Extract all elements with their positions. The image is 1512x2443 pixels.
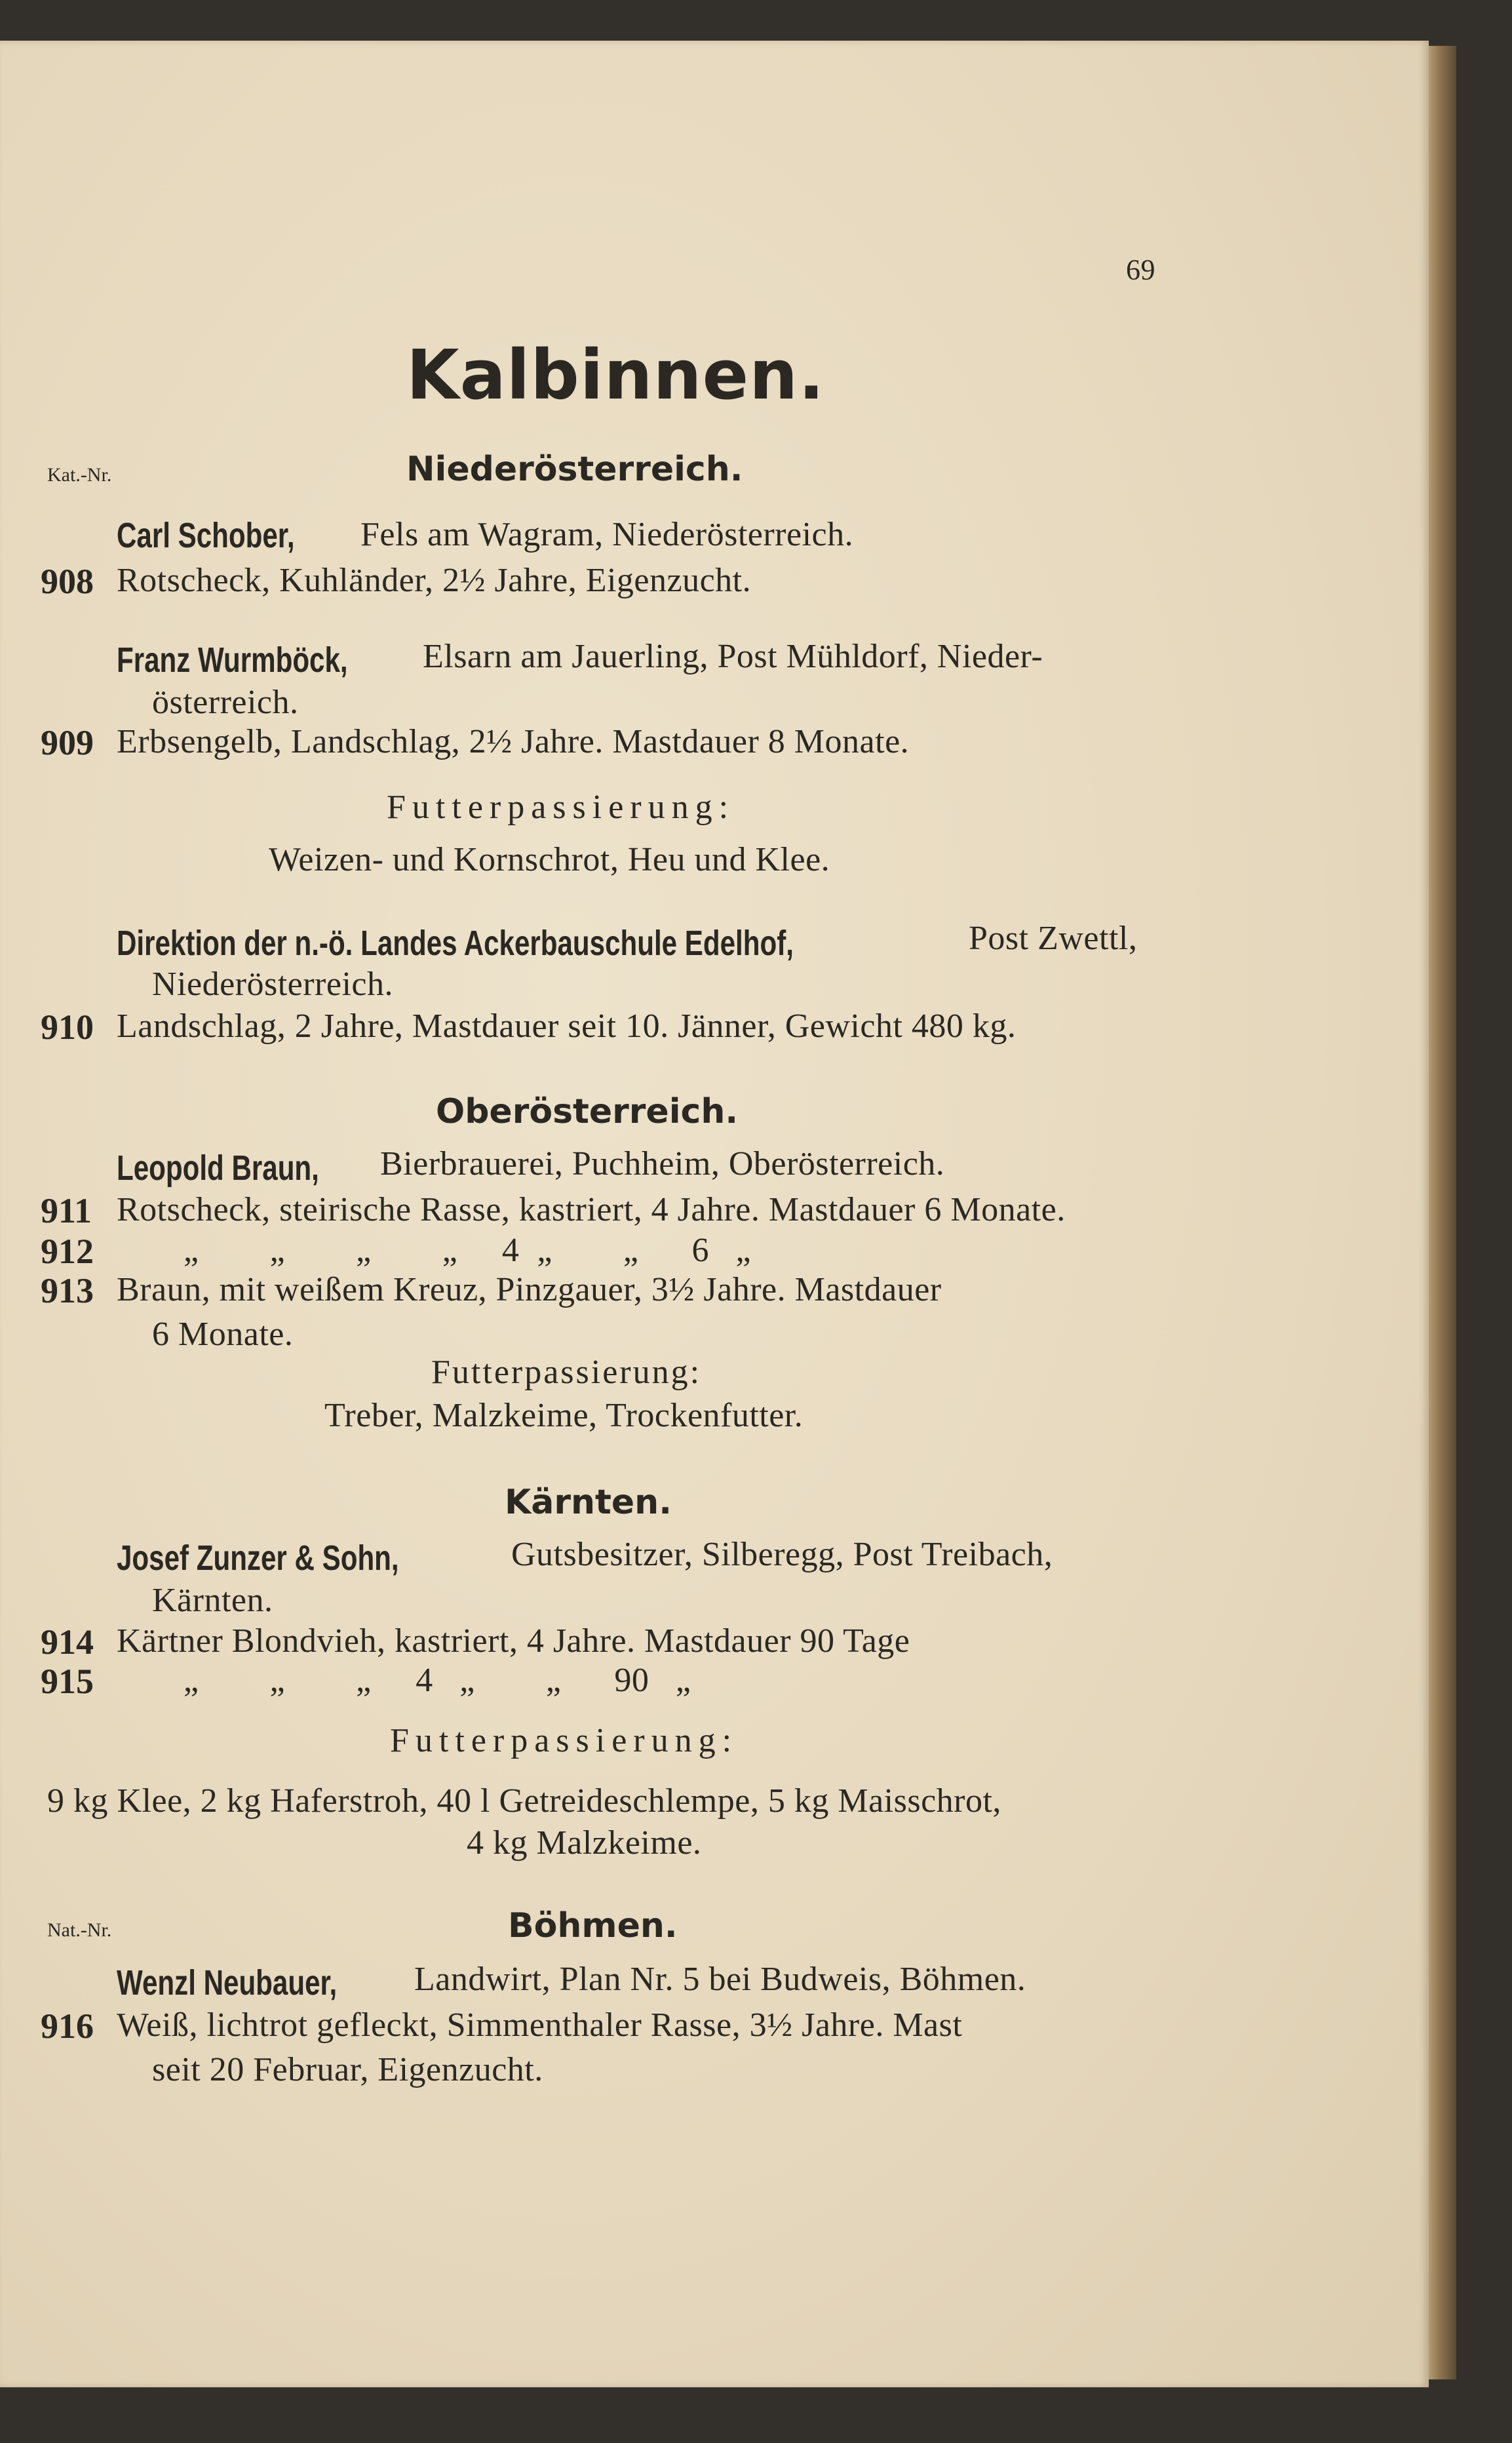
entry-ditto-text: „ „ „ 4 „ „ 90 „ [184,1662,691,1699]
nat-label: Nat.-Nr. [47,1919,112,1941]
page-edge [1429,46,1456,2379]
page-number: 69 [1126,254,1155,286]
exhibitor-address-cont: Kärnten. [152,1582,273,1619]
feeding-label: Futterpassierung: [387,789,735,826]
exhibitor-address: Fels am Wagram, Niederösterreich. [360,516,854,553]
exhibitor-address-cont: österreich. [152,684,299,721]
catalog-number: 908 [41,562,94,601]
catalog-number: 916 [41,2006,94,2046]
exhibitor-address: Elsarn am Jauerling, Post Mühldorf, Nieder- [423,638,1043,675]
exhibitor-address: Landwirt, Plan Nr. 5 bei Budweis, Böhmen. [414,1961,1026,1998]
exhibitor-name: Direktion der n.-ö. Landes Ackerbauschule Edelhof, [117,924,794,963]
entry-text-cont: 6 Monate. [152,1316,294,1353]
exhibitor-address: Bierbrauerei, Puchheim, Oberösterreich. [380,1145,945,1182]
entry-text: Erbsengelb, Landschlag, 2½ Jahre. Mastdauer 8 Monate. [117,723,910,760]
entry-text: Kärtner Blondvieh, kastriert, 4 Jahre. Mastdauer 90 Tage [117,1622,910,1660]
exhibitor-name: Franz Wurmböck, [117,640,348,680]
feeding-label: Futterpassierung: [431,1354,702,1391]
section-heading-noe: Niederösterreich. [406,450,743,489]
section-heading-ooe: Oberösterreich. [436,1092,739,1131]
feeding-text-cont: 4 kg Malzkeime. [467,1824,702,1862]
section-heading-kaernten: Kärnten. [505,1483,672,1522]
exhibitor-name: Leopold Braun, [117,1148,319,1188]
entry-ditto-text: „ „ „ „ 4 „ „ 6 „ [184,1232,752,1269]
entry-text: Braun, mit weißem Kreuz, Pinzgauer, 3½ Jahre. Mastdauer [117,1271,942,1308]
catalog-number: 913 [41,1271,94,1310]
exhibitor-name: Wenzl Neubauer, [117,1963,338,2003]
catalog-number: 909 [41,723,94,762]
entry-text-cont: seit 20 Februar, Eigenzucht. [152,2051,543,2088]
catalog-number: 912 [41,1232,94,1271]
catalog-number: 910 [41,1007,94,1047]
exhibitor-address: Post Zwettl, [969,920,1138,957]
feeding-label: Futterpassierung: [390,1722,739,1759]
exhibitor-address-cont: Niederösterreich. [152,966,393,1003]
feeding-text: Treber, Malzkeime, Trockenfutter. [324,1397,804,1434]
catalog-number: 911 [41,1191,92,1230]
exhibitor-name: Josef Zunzer & Sohn, [117,1538,399,1578]
catalog-number: 914 [41,1622,94,1662]
section-heading-boehmen: Böhmen. [508,1906,678,1945]
entry-text: Landschlag, 2 Jahre, Mastdauer seit 10. Jänner, Gewicht 480 kg. [117,1007,1017,1045]
kat-label: Kat.-Nr. [47,464,112,486]
page-title: Kalbinnen. [406,335,825,415]
exhibitor-name: Carl Schober, [117,516,295,555]
entry-text: Rotscheck, steirische Rasse, kastriert, 4 Jahre. Mastdauer 6 Monate. [117,1191,1066,1228]
entry-text: Weiß, lichtrot gefleckt, Simmenthaler Rasse, 3½ Jahre. Mast [117,2006,963,2044]
feeding-text: 9 kg Klee, 2 kg Haferstroh, 40 l Getreideschlempe, 5 kg Maisschrot, [47,1782,1001,1820]
exhibitor-address: Gutsbesitzer, Silberegg, Post Treibach, [511,1536,1053,1573]
entry-text: Rotscheck, Kuhländer, 2½ Jahre, Eigenzucht. [117,562,752,599]
feeding-text: Weizen- und Kornschrot, Heu und Klee. [269,841,830,878]
catalog-number: 915 [41,1662,94,1701]
